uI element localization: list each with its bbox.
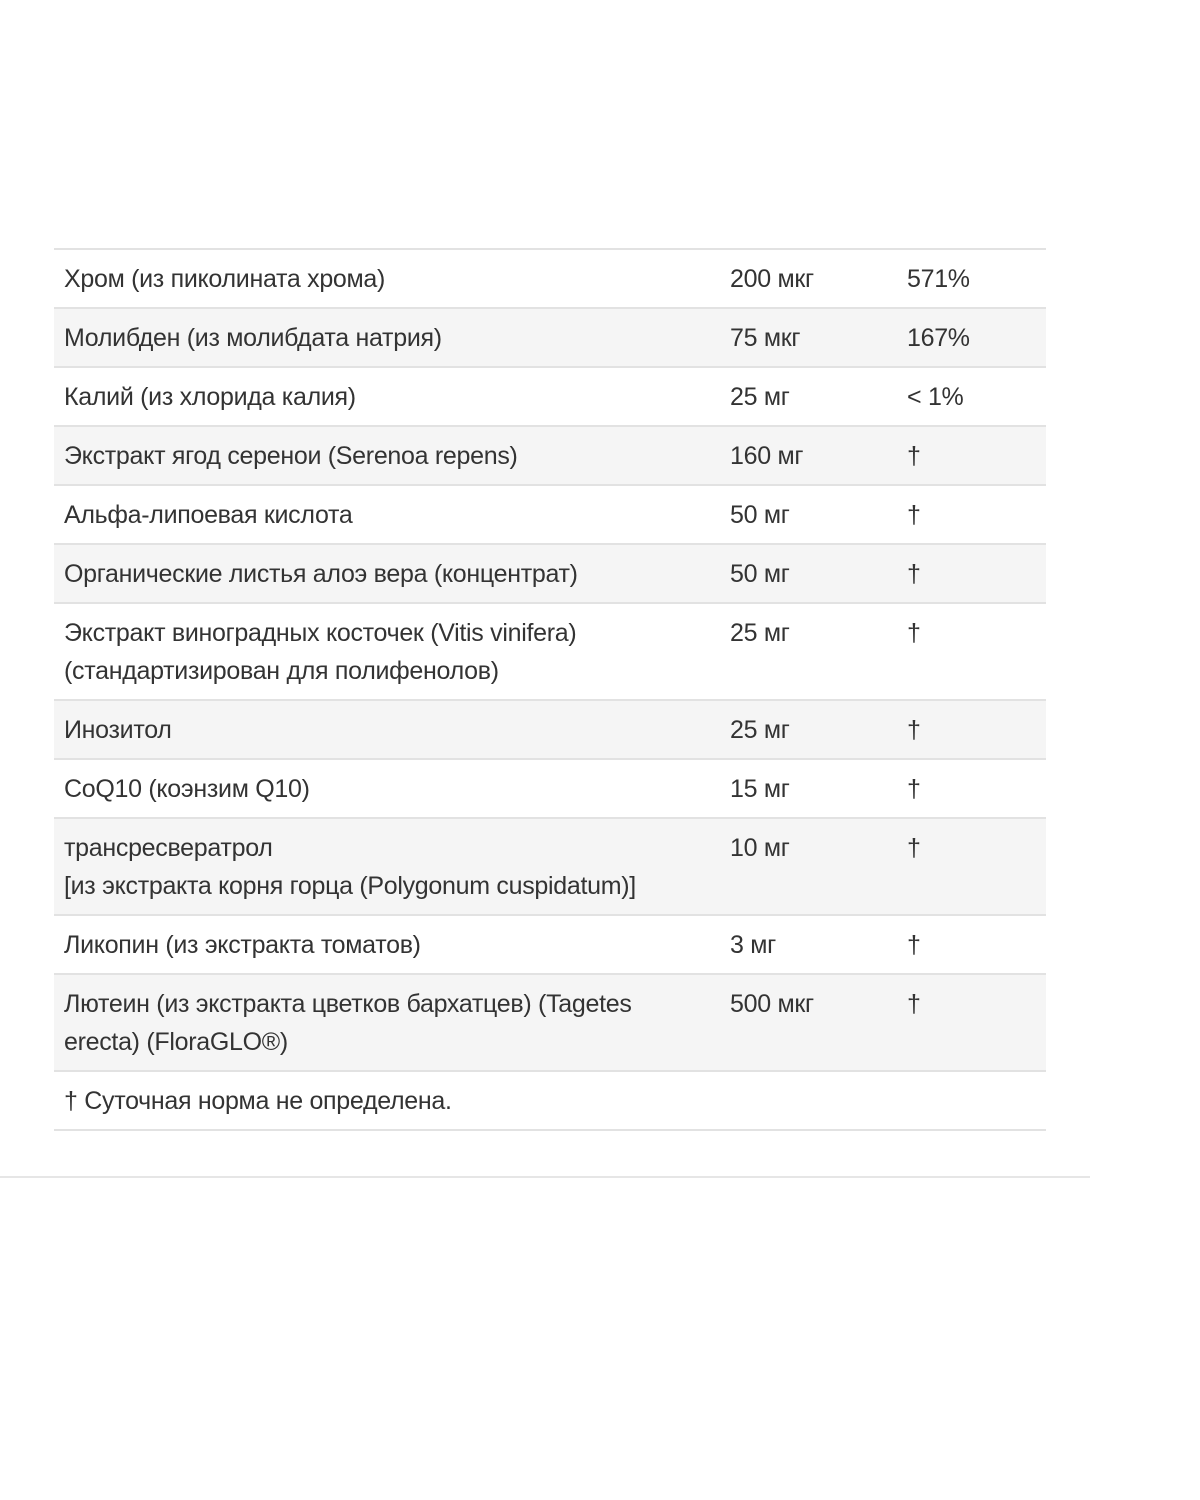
nutrient-name: Калий (из хлорида калия)	[54, 367, 720, 426]
nutrient-amount: 75 мкг	[720, 308, 897, 367]
table-row	[54, 700, 1046, 759]
nutrient-name: Молибден (из молибдата натрия)	[54, 308, 720, 367]
nutrient-name-line2: [из экстракта корня горца (Polygonum cuspidatum)]	[64, 872, 636, 900]
table-row	[54, 603, 1046, 700]
nutrient-name-cell	[54, 818, 720, 915]
nutrient-amount: 200 мкг	[720, 249, 897, 308]
footnote-text: † Суточная норма не определена.	[54, 1071, 1046, 1130]
nutrient-name: трансресвератрол	[64, 834, 273, 862]
nutrient-amount: 3 мг	[720, 915, 897, 974]
table-row	[54, 759, 1046, 818]
nutrient-name: Экстракт виноградных косточек (Vitis vinifera)	[64, 619, 577, 647]
nutrient-name: CoQ10 (коэнзим Q10)	[54, 759, 720, 818]
nutrient-daily-value: †	[897, 759, 1046, 818]
nutrient-amount: 10 мг	[720, 818, 897, 915]
nutrient-name-line2: erecta) (FloraGLO®)	[64, 1028, 288, 1056]
table-row	[54, 367, 1046, 426]
nutrient-name-cell	[54, 974, 720, 1071]
nutrient-amount: 160 мг	[720, 426, 897, 485]
nutrient-daily-value: 571%	[897, 249, 1046, 308]
nutrient-amount: 50 мг	[720, 544, 897, 603]
footnote-row	[54, 1071, 1046, 1130]
table-row	[54, 485, 1046, 544]
nutrient-daily-value: †	[897, 603, 1046, 700]
table-row	[54, 974, 1046, 1071]
supplement-facts-table	[54, 248, 1046, 1131]
table-row	[54, 308, 1046, 367]
table-row	[54, 426, 1046, 485]
nutrient-amount: 25 мг	[720, 700, 897, 759]
nutrient-daily-value: †	[897, 544, 1046, 603]
nutrient-amount: 500 мкг	[720, 974, 897, 1071]
nutrient-name: Инозитол	[54, 700, 720, 759]
nutrient-amount: 25 мг	[720, 603, 897, 700]
nutrient-daily-value: < 1%	[897, 367, 1046, 426]
nutrient-name: Экстракт ягод серенои (Serenoa repens)	[54, 426, 720, 485]
nutrient-amount: 15 мг	[720, 759, 897, 818]
table-row	[54, 915, 1046, 974]
nutrient-daily-value: †	[897, 974, 1046, 1071]
nutrient-daily-value: †	[897, 915, 1046, 974]
section-divider	[0, 1176, 1090, 1178]
nutrient-daily-value: †	[897, 426, 1046, 485]
nutrient-name: Ликопин (из экстракта томатов)	[54, 915, 720, 974]
nutrient-amount: 50 мг	[720, 485, 897, 544]
table-row	[54, 249, 1046, 308]
nutrient-daily-value: †	[897, 485, 1046, 544]
nutrient-name: Альфа-липоевая кислота	[54, 485, 720, 544]
nutrient-name: Органические листья алоэ вера (концентрат)	[54, 544, 720, 603]
nutrient-daily-value: 167%	[897, 308, 1046, 367]
table-row	[54, 544, 1046, 603]
nutrient-daily-value: †	[897, 818, 1046, 915]
nutrient-name-line2: (стандартизирован для полифенолов)	[64, 657, 499, 685]
nutrient-name: Хром (из пиколината хрома)	[54, 249, 720, 308]
nutrient-daily-value: †	[897, 700, 1046, 759]
nutrient-name-cell	[54, 603, 720, 700]
table-row	[54, 818, 1046, 915]
nutrient-name: Лютеин (из экстракта цветков бархатцев) (Tagetes	[64, 990, 632, 1018]
nutrient-amount: 25 мг	[720, 367, 897, 426]
